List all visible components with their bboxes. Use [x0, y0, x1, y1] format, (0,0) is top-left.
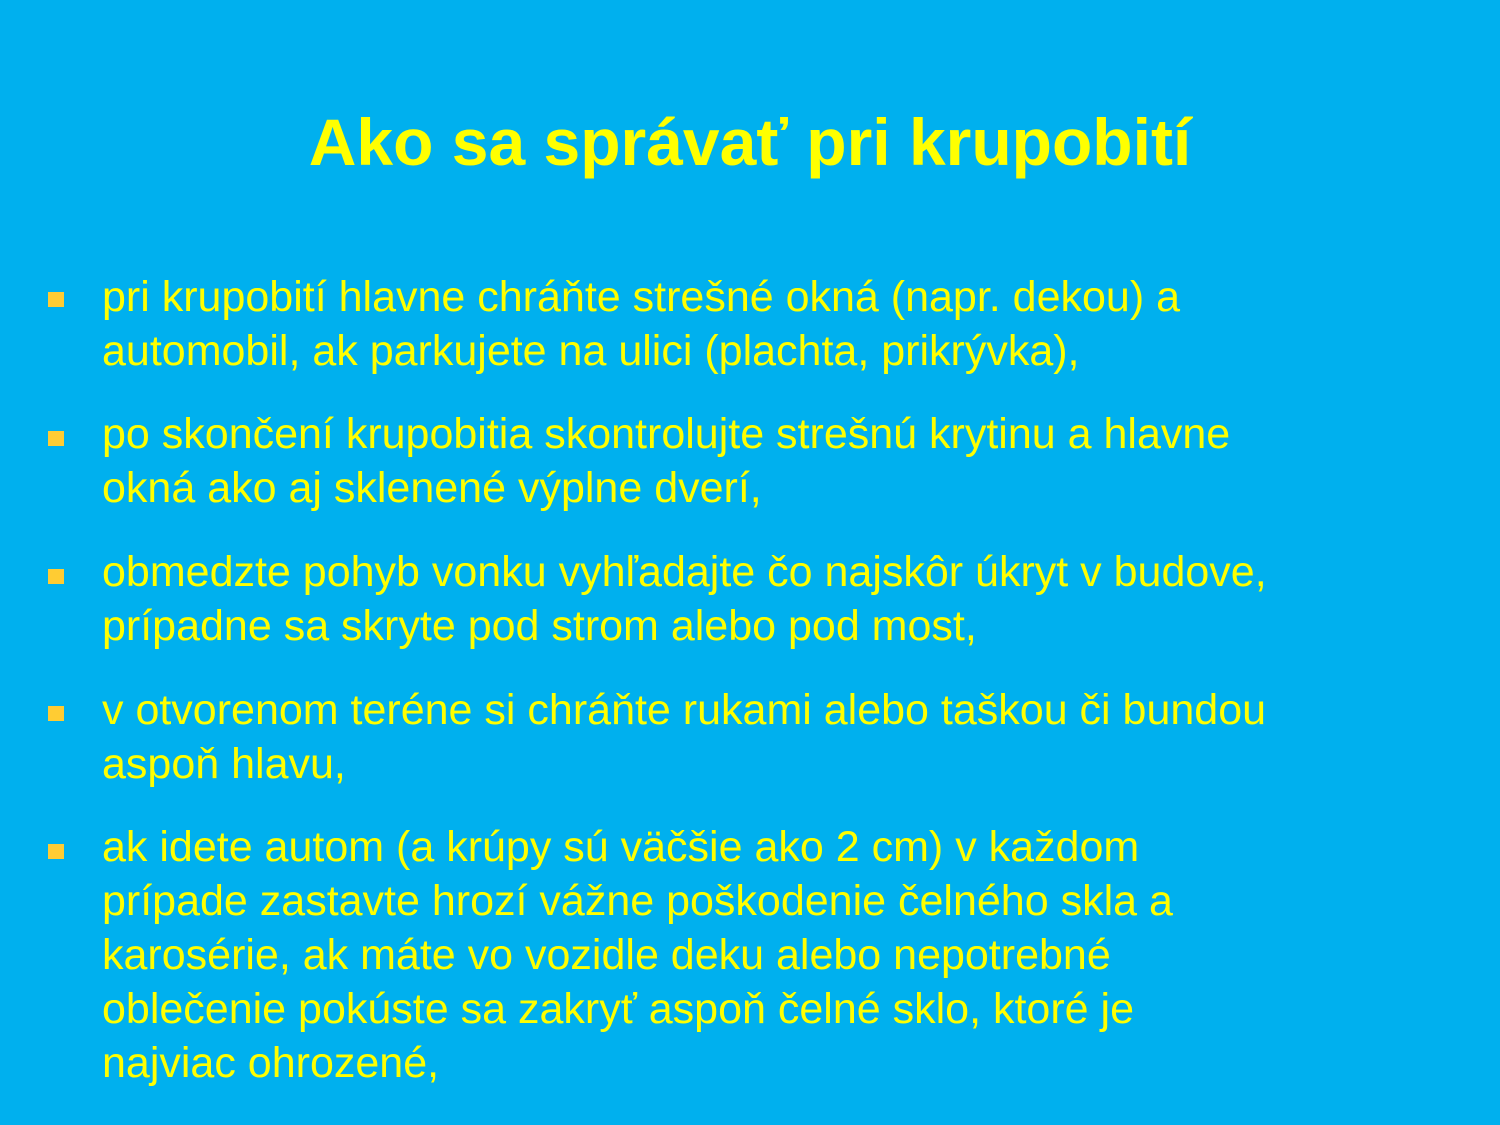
bullet-text-line: ak idete autom (a krúpy sú väčšie ako 2 cm) v každom — [102, 823, 1140, 871]
bullet-text-line: prípadne sa skryte pod strom alebo pod most, — [102, 602, 977, 650]
bullet-text — [102, 270, 1482, 378]
bullet-text-line: prípade zastavte hrozí vážne poškodenie čelného skla a — [102, 877, 1173, 925]
bullet-text-line: automobil, ak parkujete na ulici (plachta, prikrývka), — [102, 327, 1080, 375]
bullet-text-line: obmedzte pohyb vonku vyhľadajte čo najskôr úkryt v budove, — [102, 548, 1267, 596]
bullet-text-line: okná ako aj sklenené výplne dverí, — [102, 464, 762, 512]
bullet-text — [102, 683, 1482, 791]
bullet-text-line: aspoň hlavu, — [102, 740, 346, 788]
bullet-text-line: po skončení krupobitia skontrolujte strešnú krytinu a hlavne — [102, 410, 1231, 458]
bullet-text — [102, 820, 1482, 1090]
bullet-text-line: pri krupobití hlavne chráňte strešné okná (napr. dekou) a — [102, 273, 1181, 321]
bullet-text — [102, 407, 1482, 515]
square-bullet-icon — [48, 706, 64, 721]
square-bullet-icon — [48, 292, 64, 307]
square-bullet-icon — [48, 844, 64, 859]
bullet-text-line: karosérie, ak máte vo vozidle deku alebo nepotrebné — [102, 931, 1111, 979]
square-bullet-icon — [48, 431, 64, 446]
bullet-text-line: najviac ohrozené, — [102, 1039, 440, 1087]
bullet-text-line: v otvorenom teréne si chráňte rukami alebo taškou či bundou — [102, 686, 1267, 734]
square-bullet-icon — [48, 569, 64, 584]
bullet-text — [102, 545, 1482, 653]
slide-title: Ako sa správať pri krupobití — [308, 105, 1192, 179]
bullet-text-line: oblečenie pokúste sa zakryť aspoň čelné sklo, ktoré je — [102, 985, 1134, 1033]
